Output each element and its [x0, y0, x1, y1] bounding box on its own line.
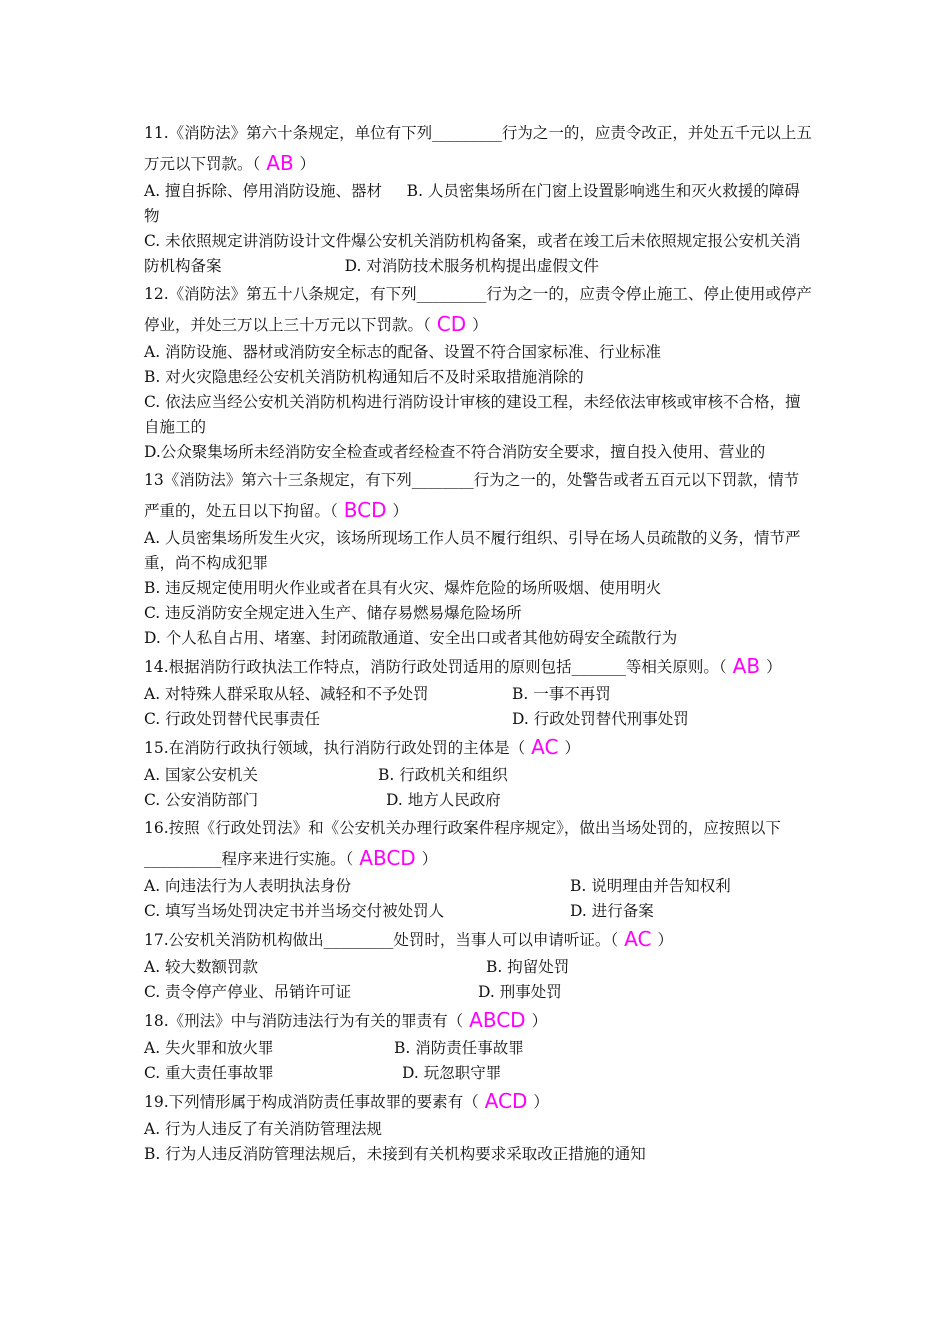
option-line: A. 擅自拆除、停用消防设施、器材 B. 人员密集场所在门窗上设置影响逃生和灭火救援的障碍物	[144, 182, 800, 225]
option-a: A. 失火罪和放火罪	[144, 1039, 274, 1057]
option-d: D. 刑事处罚	[478, 983, 562, 1001]
option-row	[144, 899, 812, 924]
question-13	[144, 465, 812, 651]
question-19	[144, 1086, 812, 1167]
option-a: A. 较大数额罚款	[144, 958, 259, 976]
option-c: C. 公安消防部门	[144, 791, 259, 809]
stem-text: 14.根据消防行政执法工作特点，消防行政处罚适用的原则包括_______等相关原则。（	[144, 658, 727, 676]
option-b: B. 对火灾隐患经公安机关消防机构通知后不及时采取措施消除的	[144, 368, 584, 386]
answer-mark: AB	[732, 654, 761, 678]
option-a: A. 消防设施、器材或消防安全标志的配备、设置不符合国家标准、行业标准	[144, 343, 662, 361]
answer-mark: BCD	[343, 498, 387, 522]
answer-mark: AC	[624, 927, 652, 951]
option-a: A. 人员密集场所发生火灾，该场所现场工作人员不履行组织、引导在场人员疏散的义务，情节严重，尚不构成犯罪	[144, 529, 801, 572]
option-b: B. 一事不再罚	[512, 685, 611, 703]
option-c: C. 依法应当经公安机关消防机构进行消防设计审核的建设工程，未经依法审核或审核不合格，擅自施工的	[144, 393, 801, 436]
question-stem	[144, 465, 812, 526]
option-b: B. 消防责任事故罪	[394, 1039, 524, 1057]
question-12	[144, 279, 812, 465]
stem-text: 18.《刑法》中与消防违法行为有关的罪责有（	[144, 1012, 464, 1030]
option-a: A. 国家公安机关	[144, 766, 259, 784]
question-stem	[144, 651, 812, 682]
stem-close: ）	[564, 739, 580, 757]
question-stem	[144, 732, 812, 763]
option-b: B. 说明理由并告知权利	[570, 877, 731, 895]
option-d: D.公众聚集场所未经消防安全检查或者经检查不符合消防安全要求，擅自投入使用、营业的	[144, 443, 766, 461]
stem-text: 11.《消防法》第六十条规定，单位有下列_________行为之一的，应责令改正，并处五千元以上五万元以下罚款。（	[144, 124, 812, 173]
option-c: C. 违反消防安全规定进入生产、储存易燃易爆危险场所	[144, 604, 522, 622]
stem-close: ）	[766, 658, 782, 676]
option-a: A. 对特殊人群采取从轻、减轻和不予处罚	[144, 685, 429, 703]
stem-close: ）	[299, 155, 316, 173]
stem-text: 12.《消防法》第五十八条规定，有下列_________行为之一的，应责令停止施工、停止使用或停产停业，并处三万以上三十万元以下罚款。（	[144, 285, 812, 334]
stem-close: ）	[472, 316, 488, 334]
option-c: C. 填写当场处罚决定书并当场交付被处罚人	[144, 902, 445, 920]
stem-close: ）	[531, 1012, 548, 1030]
question-18	[144, 1005, 812, 1086]
option-d: D. 行政处罚替代刑事处罚	[512, 710, 689, 728]
option-row	[144, 707, 812, 732]
option-c: C. 责令停产停业、吊销许可证	[144, 983, 352, 1001]
option-b: B. 违反规定使用明火作业或者在具有火灾、爆炸危险的场所吸烟、使用明火	[144, 579, 662, 597]
answer-mark: CD	[436, 312, 467, 336]
option-row	[144, 874, 812, 899]
question-stem	[144, 279, 812, 340]
stem-close: ）	[392, 502, 409, 520]
answer-mark: ABCD	[359, 846, 416, 870]
question-stem	[144, 118, 812, 179]
option-row	[144, 1061, 812, 1086]
question-11	[144, 118, 812, 279]
stem-text: 17.公安机关消防机构做出_________处罚时，当事人可以申请听证。（	[144, 931, 619, 949]
option-b: B. 行政机关和组织	[378, 766, 508, 784]
option-row	[144, 763, 812, 788]
answer-mark: AB	[266, 151, 294, 175]
stem-close: ）	[533, 1093, 549, 1111]
question-stem	[144, 1005, 812, 1036]
option-row	[144, 955, 812, 980]
option-d: D. 地方人民政府	[386, 791, 501, 809]
option-row	[144, 1036, 812, 1061]
stem-close: ）	[421, 850, 438, 868]
answer-mark: AC	[531, 735, 559, 759]
option-c: C. 重大责任事故罪	[144, 1064, 274, 1082]
question-17	[144, 924, 812, 1005]
answer-mark: ABCD	[469, 1008, 526, 1032]
option-a: A. 行为人违反了有关消防管理法规	[144, 1120, 383, 1138]
question-16	[144, 813, 812, 924]
option-b: B. 拘留处罚	[486, 958, 570, 976]
question-stem	[144, 813, 812, 874]
document-body	[144, 118, 812, 1167]
option-row	[144, 980, 812, 1005]
stem-text: 15.在消防行政执行领域，执行消防行政处罚的主体是（	[144, 739, 526, 757]
stem-text: 13《消防法》第六十三条规定，有下列________行为之一的，处警告或者五百元以下罚款，情节严重的，处五日以下拘留。（	[144, 471, 800, 520]
option-d: D. 个人私自占用、堵塞、封闭疏散通道、安全出口或者其他妨碍安全疏散行为	[144, 629, 678, 647]
stem-close: ）	[657, 931, 673, 949]
option-b: B. 行为人违反消防管理法规后，未接到有关机构要求采取改正措施的通知	[144, 1145, 646, 1163]
question-stem	[144, 1086, 812, 1117]
stem-text: 16.按照《行政处罚法》和《公安机关办理行政案件程序规定》，做出当场处罚的，应按照以下__________程序来进行实施。（	[144, 819, 781, 868]
option-line: C. 未依照规定讲消防设计文件爆公安机关消防机构备案，或者在竣工后未依照规定报公安机关消防机构备案 D. 对消防技术服务机构提出虚假文件	[144, 232, 801, 275]
option-d: D. 进行备案	[570, 902, 654, 920]
option-row	[144, 682, 812, 707]
answer-mark: ACD	[484, 1089, 528, 1113]
option-d: D. 玩忽职守罪	[402, 1064, 502, 1082]
question-14	[144, 651, 812, 732]
option-row	[144, 788, 812, 813]
question-stem	[144, 924, 812, 955]
stem-text: 19.下列情形属于构成消防责任事故罪的要素有（	[144, 1093, 479, 1111]
option-a: A. 向违法行为人表明执法身份	[144, 877, 352, 895]
question-15	[144, 732, 812, 813]
option-c: C. 行政处罚替代民事责任	[144, 710, 321, 728]
